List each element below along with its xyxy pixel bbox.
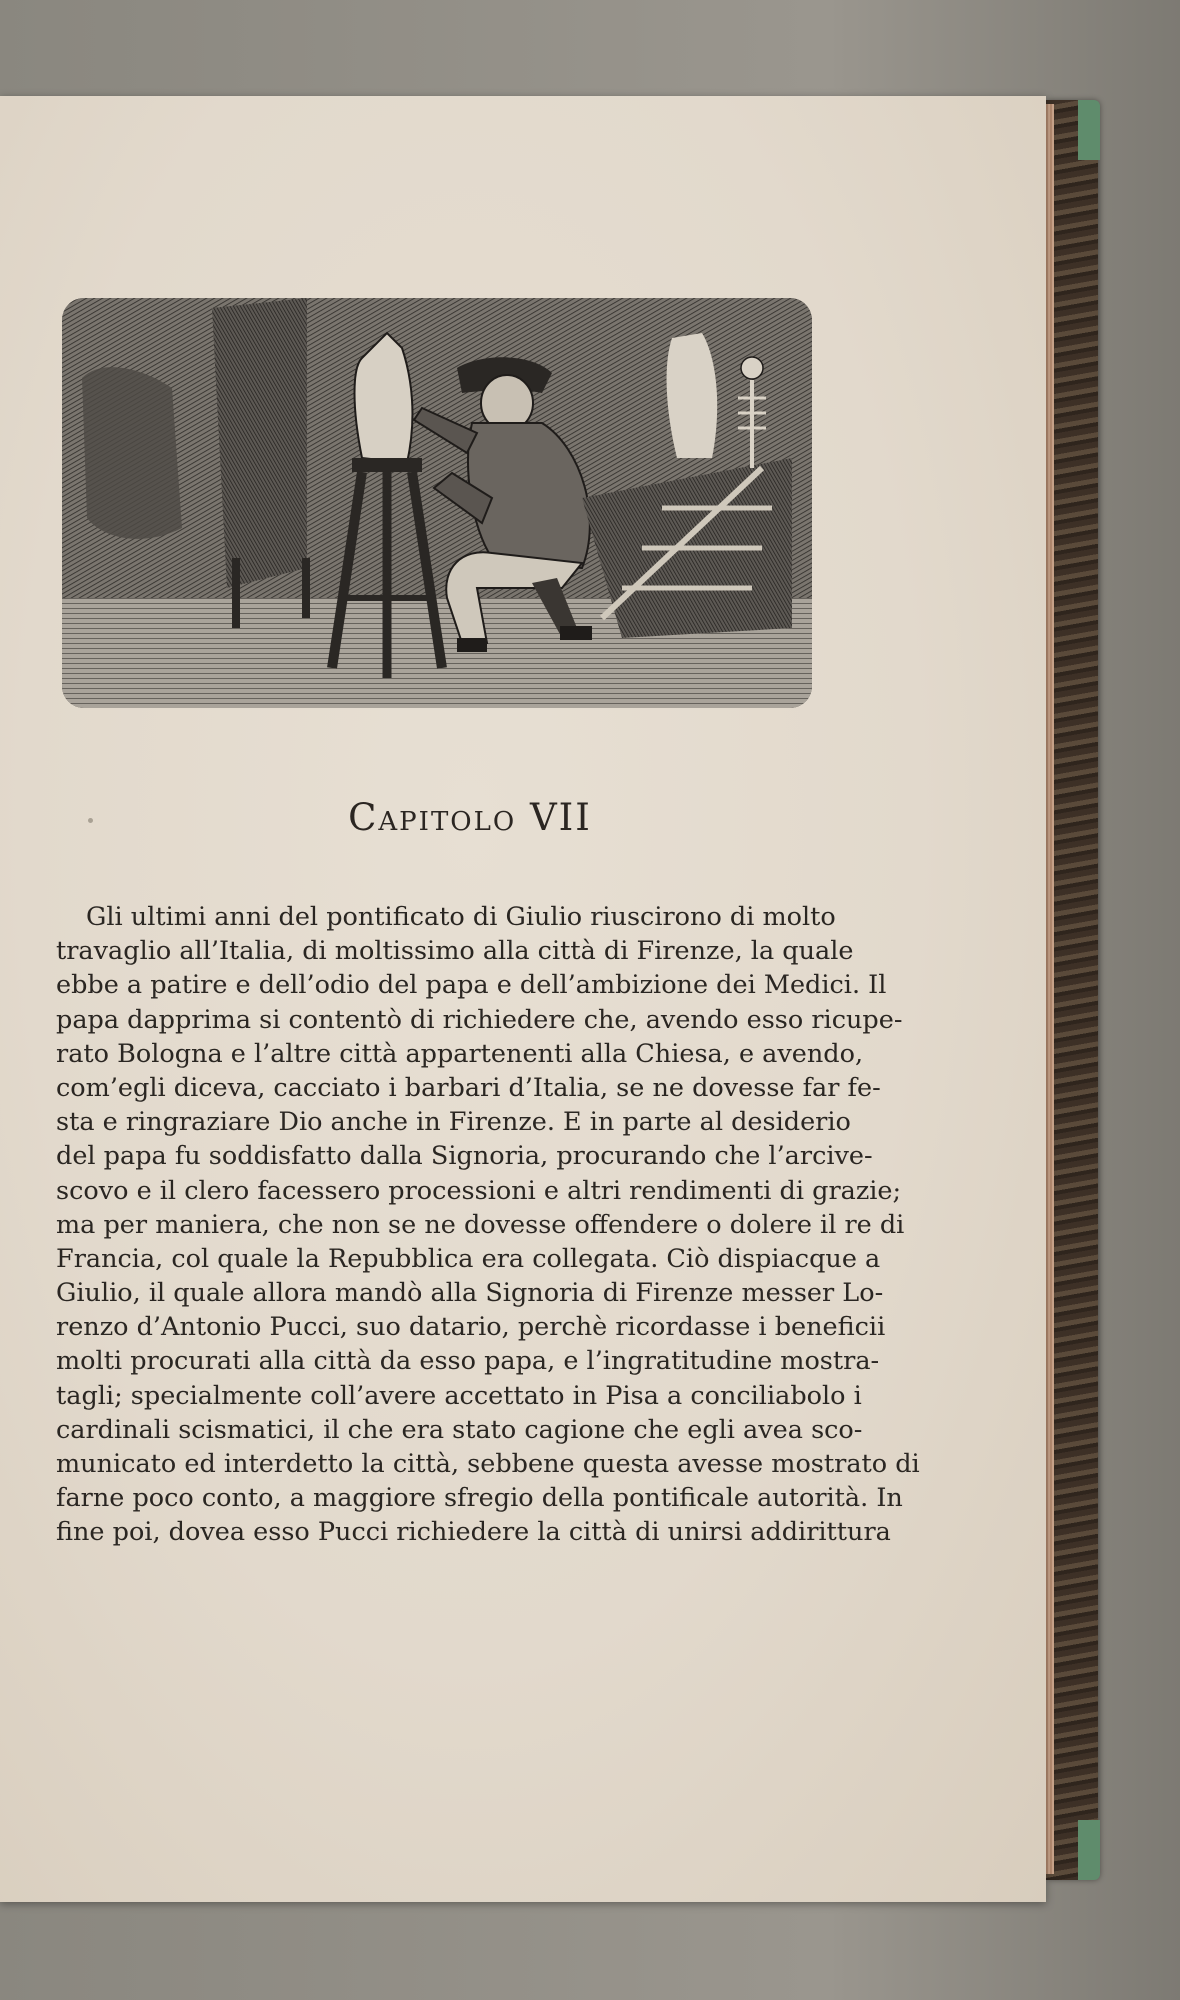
text-line: municato ed interdetto la città, sebbene questa avesse mostrato di [56, 1449, 920, 1479]
text-line: cardinali scismatici, il che era stato cagione che egli avea sco- [56, 1414, 863, 1445]
text-line: renzo d’Antonio Pucci, suo datario, perchè ricordasse i beneficii [56, 1312, 886, 1343]
text-line: ebbe a patire e dell’odio del papa e dell’ambizione dei Medici. Il [56, 970, 887, 1001]
engraving-sculptor-illustration [62, 298, 812, 708]
text-line: Giulio, il quale allora mandò alla Signoria di Firenze messer Lo- [56, 1278, 884, 1309]
text-line: del papa fu soddisfatto dalla Signoria, procurando che l’arcive- [56, 1141, 873, 1172]
text-line: Francia, col quale la Repubblica era collegata. Ciò dispiacque a [56, 1243, 881, 1274]
book-cover-corner-bottom [1078, 1820, 1100, 1880]
text-line: fine poi, dovea esso Pucci richiedere la città di unirsi addirittura [56, 1517, 891, 1548]
text-line: ma per maniera, che non se ne dovesse offendere o dolere il re di [56, 1209, 905, 1240]
text-line: travaglio all’Italia, di moltissimo alla città di Firenze, la quale [56, 936, 854, 967]
text-line: Gli ultimi anni del pontificato di Giulio riuscirono di molto [86, 902, 836, 932]
text-line: sta e ringraziare Dio anche in Firenze. E in parte al desiderio [56, 1107, 851, 1138]
text-line: com’egli diceva, cacciato i barbari d’Italia, se ne dovesse far fe- [56, 1072, 881, 1103]
text-line: tagli; specialmente coll’avere accettato in Pisa a conciliabolo i [56, 1380, 862, 1411]
text-line: molti procurati alla città da esso papa, e l’ingratitudine mostra- [56, 1346, 880, 1377]
text-line: scovo e il clero facessero processioni e altri rendimenti di grazie; [56, 1175, 902, 1206]
text-line: papa dapprima si contentò di richiedere che, avendo esso ricupe- [56, 1004, 903, 1035]
body-text [56, 900, 920, 1550]
chapter-title: Capitolo VII [348, 796, 592, 839]
text-line: rato Bologna e l’altre città appartenenti alla Chiesa, e avendo, [56, 1038, 864, 1069]
text-line: farne poco conto, a maggiore sfregio della pontificale autorità. In [56, 1483, 903, 1514]
book-cover-corner-top [1078, 100, 1100, 160]
